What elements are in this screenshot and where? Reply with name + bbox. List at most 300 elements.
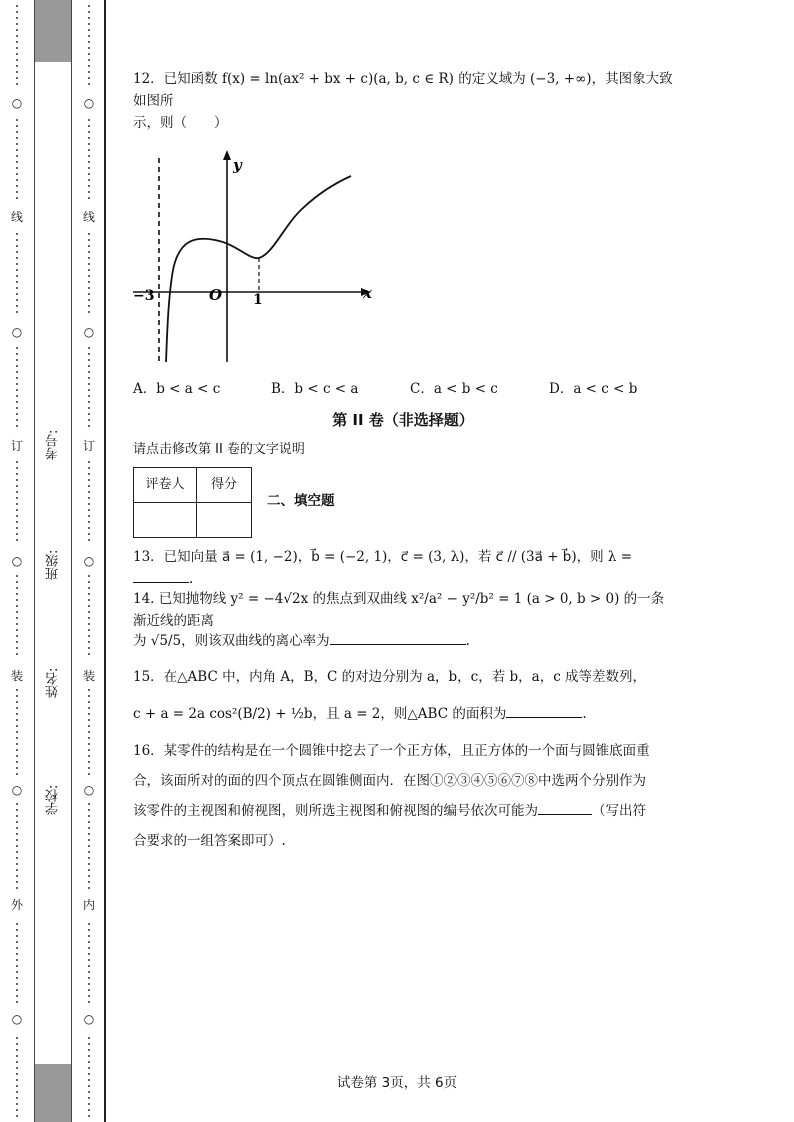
answer-blank-15[interactable] [506, 703, 582, 718]
question-15-text: c + a = 2a cos²(B/2) + ½b，且 a = 2，则△ABC 的面积为 [133, 706, 507, 722]
cut-dot [16, 983, 18, 985]
cut-dot [88, 71, 90, 73]
option-a[interactable]: A．b < a < c [133, 381, 221, 397]
seal-mark: ○ [11, 325, 23, 339]
cut-dot [16, 611, 18, 613]
cut-dot [16, 653, 18, 655]
cut-dot [88, 167, 90, 169]
cut-dot [16, 395, 18, 397]
cut-dot [88, 713, 90, 715]
cut-dot [88, 287, 90, 289]
cut-dot [88, 623, 90, 625]
cut-dot [16, 233, 18, 235]
cut-dot [16, 737, 18, 739]
cut-dot [88, 395, 90, 397]
cut-dot [16, 71, 18, 73]
cut-dot [88, 149, 90, 151]
option-b[interactable]: B．b < c < a [271, 381, 359, 397]
cut-dot [16, 971, 18, 973]
cut-dot [88, 803, 90, 805]
cut-dot [16, 803, 18, 805]
cut-dot [88, 413, 90, 415]
cut-dot [88, 983, 90, 985]
cut-dot [16, 539, 18, 541]
cut-dot [88, 989, 90, 991]
cut-dot [88, 869, 90, 871]
cut-dot [88, 17, 90, 19]
cut-dot [88, 1001, 90, 1003]
cut-dot [16, 491, 18, 493]
answer-blank-16[interactable] [538, 800, 592, 815]
cut-dot [88, 575, 90, 577]
cut-dot [16, 197, 18, 199]
seal-mark: ○ [11, 1012, 23, 1026]
cut-dot [88, 809, 90, 811]
cut-dot [16, 689, 18, 691]
seal-mark: 订 [82, 439, 95, 453]
cut-dot [88, 749, 90, 751]
cut-dot [88, 41, 90, 43]
cut-dot [88, 977, 90, 979]
cut-dot [88, 131, 90, 133]
cut-dot [88, 311, 90, 313]
score-table [133, 467, 252, 538]
cut-dot [88, 233, 90, 235]
cut-dot [16, 839, 18, 841]
cut-dot [88, 1055, 90, 1057]
cut-dot [16, 515, 18, 517]
cut-dot [16, 629, 18, 631]
cut-dot [88, 347, 90, 349]
cut-dot [16, 1037, 18, 1039]
answer-blank-13[interactable] [133, 568, 189, 583]
cut-dot [88, 629, 90, 631]
cut-dot [88, 1061, 90, 1063]
cut-dot [88, 275, 90, 277]
cut-dot [88, 245, 90, 247]
cut-dot [88, 425, 90, 427]
cut-dot [16, 23, 18, 25]
cut-dot [88, 737, 90, 739]
cut-dot [88, 1115, 90, 1117]
cut-dot [16, 845, 18, 847]
cut-dot [88, 647, 90, 649]
q12-options [133, 378, 673, 400]
cut-dot [88, 467, 90, 469]
section-2-note: 请点击修改第 II 卷的文字说明 [133, 442, 305, 457]
cut-dot [16, 1103, 18, 1105]
cut-dot [88, 479, 90, 481]
cut-dot [16, 347, 18, 349]
cut-dot [88, 161, 90, 163]
cut-dot [88, 497, 90, 499]
cut-dot [16, 827, 18, 829]
cut-dot [16, 761, 18, 763]
cut-dot [88, 821, 90, 823]
cut-dot [16, 875, 18, 877]
cut-dot [16, 269, 18, 271]
cut-dot [16, 155, 18, 157]
section-2-title: 第 II 卷（非选择题） [332, 411, 474, 429]
cut-dot [88, 767, 90, 769]
cut-dot [16, 239, 18, 241]
cut-dot [88, 731, 90, 733]
cut-dot [16, 1091, 18, 1093]
grader-header: 评卷人 [134, 468, 197, 503]
cut-dot [88, 299, 90, 301]
cut-dot [16, 941, 18, 943]
page-footer: 试卷第 3页，共 6页 [336, 1075, 458, 1091]
cut-dot [88, 83, 90, 85]
cut-dot [16, 887, 18, 889]
cut-dot [16, 479, 18, 481]
cut-dot [16, 143, 18, 145]
question-16-line2: 合，该面所对的面的四个顶点在圆锥侧面内．在图①②③④⑤⑥⑦⑧中选两个分别作为 [133, 773, 646, 789]
grader-cell[interactable] [134, 503, 197, 538]
seal-mark: 装 [10, 669, 23, 683]
cut-dot [16, 527, 18, 529]
cut-dot [16, 953, 18, 955]
cut-dot [88, 419, 90, 421]
cut-dot [88, 11, 90, 13]
seal-mark: 外 [10, 898, 23, 912]
cut-dot [88, 1097, 90, 1099]
cut-dot [16, 773, 18, 775]
neg3-label: −3 [133, 288, 155, 304]
cut-dot [16, 923, 18, 925]
cut-dot [88, 641, 90, 643]
seal-mark: 线 [82, 210, 95, 224]
cut-dot [88, 653, 90, 655]
cut-dot [88, 923, 90, 925]
cut-dot [16, 575, 18, 577]
cut-dot [88, 155, 90, 157]
cut-dot [16, 989, 18, 991]
cut-dot [16, 119, 18, 121]
cut-dot [16, 191, 18, 193]
cut-dot [88, 875, 90, 877]
cut-dot [16, 353, 18, 355]
cut-dot [16, 125, 18, 127]
class-label: 班级: [46, 549, 61, 580]
cut-dot [16, 497, 18, 499]
cut-dot [88, 257, 90, 259]
cut-dot [88, 935, 90, 937]
cut-dot [16, 467, 18, 469]
cut-dot [88, 995, 90, 997]
cut-dot [16, 593, 18, 595]
question-12-line1: 12．已知函数 f(x) = ln(ax² + bx + c)(a, b, c ∈ R) 的定义域为 (−3, +∞)，其图象大致如图所 [133, 71, 673, 109]
cut-dot [16, 587, 18, 589]
cut-dot [88, 1043, 90, 1045]
question-13-text: 13．已知向量 a⃗ = (1, −2)，b⃗ = (−2, 1)，c⃗ = (3, λ)，若 c⃗ // (3a⃗ + b⃗)，则 λ = [133, 549, 633, 565]
cut-dot [16, 725, 18, 727]
cut-dot [88, 527, 90, 529]
cut-dot [16, 419, 18, 421]
option-d[interactable]: D．a < c < b [549, 381, 638, 397]
cut-dot [88, 281, 90, 283]
cut-dot [16, 371, 18, 373]
cut-dot [16, 635, 18, 637]
cut-dot [16, 299, 18, 301]
cut-dot [16, 401, 18, 403]
cut-dot [88, 23, 90, 25]
cut-dot [16, 623, 18, 625]
cut-dot [88, 251, 90, 253]
cut-dot [88, 701, 90, 703]
cut-dot [16, 947, 18, 949]
cut-dot [88, 365, 90, 367]
cut-dot [88, 743, 90, 745]
cut-dot [88, 1091, 90, 1093]
cut-dot [88, 839, 90, 841]
cut-dot [88, 1049, 90, 1051]
cut-dot [16, 1043, 18, 1045]
cut-dot [16, 1115, 18, 1117]
cut-dot [88, 509, 90, 511]
cut-dot [88, 503, 90, 505]
seal-mark: ○ [83, 783, 95, 797]
option-c[interactable]: C．a < b < c [410, 381, 498, 397]
cut-dot [16, 161, 18, 163]
cut-dot [16, 275, 18, 277]
cut-dot [88, 617, 90, 619]
cut-dot [16, 263, 18, 265]
answer-blank-14[interactable] [330, 630, 466, 645]
cut-dot [16, 413, 18, 415]
cut-dot [88, 305, 90, 307]
cut-dot [88, 77, 90, 79]
cut-dot [88, 755, 90, 757]
cut-dot [88, 353, 90, 355]
cut-dot [16, 809, 18, 811]
cut-dot [88, 593, 90, 595]
cut-dot [16, 1061, 18, 1063]
question-16-text: 该零件的主视图和俯视图，则所选主视图和俯视图的编号依次可能为 [133, 803, 538, 819]
y-axis-label: y [233, 156, 242, 174]
question-16-line1: 16．某零件的结构是在一个圆锥中挖去了一个正方体，且正方体的一个面与圆锥底面重 [133, 743, 650, 759]
origin-label: O [209, 286, 223, 304]
cut-dot [88, 587, 90, 589]
cut-dot [16, 305, 18, 307]
cut-dot [16, 293, 18, 295]
cut-dot [16, 185, 18, 187]
cut-dot [16, 1109, 18, 1111]
cut-dot [88, 707, 90, 709]
cut-dot [16, 749, 18, 751]
cut-dot [88, 269, 90, 271]
cut-dot [16, 257, 18, 259]
function-graph [133, 148, 383, 368]
cut-dot [16, 17, 18, 19]
cut-dot [16, 533, 18, 535]
cut-dot [88, 173, 90, 175]
seal-mark: ○ [83, 554, 95, 568]
exam-number-label: 考号: [46, 429, 61, 460]
cut-dot [16, 131, 18, 133]
cut-dot [88, 533, 90, 535]
one-label: 1 [253, 292, 263, 308]
seal-mark: ○ [83, 1012, 95, 1026]
cut-dot [16, 137, 18, 139]
cut-dot [88, 833, 90, 835]
question-16-line4: 合要求的一组答案即可）. [133, 833, 286, 849]
cut-dot [88, 881, 90, 883]
cut-dot [16, 281, 18, 283]
cut-dot [16, 881, 18, 883]
cut-dot [16, 935, 18, 937]
cut-dot [16, 425, 18, 427]
cut-dot [16, 959, 18, 961]
cut-dot [88, 1037, 90, 1039]
question-13: 13．已知向量 a⃗ = (1, −2)，b⃗ = (−2, 1)，c⃗ = (3, λ)，若 c⃗ // (3a⃗ + b⃗)，则 λ =. [133, 549, 633, 587]
cut-dot [16, 29, 18, 31]
question-16-text-tail: （写出符 [592, 803, 646, 819]
cut-dot [16, 1097, 18, 1099]
cut-dot [16, 485, 18, 487]
cut-dot [16, 1067, 18, 1069]
cut-dot [88, 1067, 90, 1069]
cut-dot [16, 47, 18, 49]
cut-dot [16, 311, 18, 313]
cut-dot [88, 401, 90, 403]
score-cell[interactable] [197, 503, 252, 538]
cut-dot [88, 485, 90, 487]
cut-dot [16, 647, 18, 649]
cut-dot [88, 29, 90, 31]
cut-dot [16, 473, 18, 475]
cut-dot [88, 461, 90, 463]
cut-dot [16, 53, 18, 55]
cut-dot [16, 383, 18, 385]
cut-dot [16, 1055, 18, 1057]
cut-dot [88, 845, 90, 847]
cut-dot [16, 5, 18, 7]
cut-dot [16, 851, 18, 853]
cut-dot [88, 197, 90, 199]
cut-dot [88, 521, 90, 523]
cut-dot [88, 605, 90, 607]
cut-dot [88, 389, 90, 391]
question-14-line1: 14. 已知抛物线 y² = −4√2x 的焦点到双曲线 x²/a² − y²/b² = 1 (a > 0, b > 0) 的一条渐近线的距离 [133, 591, 665, 629]
cut-dot [88, 815, 90, 817]
cut-dot [88, 179, 90, 181]
cut-dot [16, 83, 18, 85]
cut-dot [88, 851, 90, 853]
cut-dot [88, 119, 90, 121]
cut-dot [16, 929, 18, 931]
cut-dot [16, 377, 18, 379]
cut-dot [16, 59, 18, 61]
cut-dot [16, 179, 18, 181]
cut-dot [88, 947, 90, 949]
cut-dot [88, 65, 90, 67]
cut-dot [88, 407, 90, 409]
question-12-line2: 示，则（ ） [133, 115, 228, 131]
cut-dot [88, 773, 90, 775]
cut-dot [88, 473, 90, 475]
cut-dot [88, 293, 90, 295]
cut-dot [16, 461, 18, 463]
cut-dot [88, 965, 90, 967]
cut-dot [16, 707, 18, 709]
cut-dot [16, 977, 18, 979]
cut-dot [16, 173, 18, 175]
question-15-line1: 15．在△ABC 中，内角 A，B，C 的对边分别为 a，b，c，若 b，a，c 成等差数列， [133, 669, 647, 685]
cut-dot [88, 863, 90, 865]
cut-dot [88, 1103, 90, 1105]
cut-dot [88, 959, 90, 961]
cut-dot [88, 143, 90, 145]
cut-dot [88, 185, 90, 187]
cut-dot [16, 359, 18, 361]
cut-dot [88, 377, 90, 379]
seal-mark: ○ [83, 96, 95, 110]
cut-dot [16, 857, 18, 859]
cut-dot [88, 971, 90, 973]
cut-dot [88, 5, 90, 7]
cut-dot [88, 689, 90, 691]
cut-dot [16, 1001, 18, 1003]
cut-dot [16, 767, 18, 769]
cut-dot [88, 599, 90, 601]
cut-dot [16, 245, 18, 247]
question-16-line3 [133, 800, 673, 822]
cut-dot [16, 755, 18, 757]
cut-dot [16, 965, 18, 967]
y-axis-arrow [223, 150, 231, 160]
cut-dot [88, 761, 90, 763]
cut-dot [16, 731, 18, 733]
seal-mark: ○ [11, 783, 23, 797]
cut-dot [16, 743, 18, 745]
cut-dot [16, 815, 18, 817]
cut-dot [16, 869, 18, 871]
cut-dot [16, 863, 18, 865]
cut-dot [16, 35, 18, 37]
cut-dot [88, 929, 90, 931]
cut-dot [88, 719, 90, 721]
cut-dot [88, 941, 90, 943]
question-14-text: 为 √5/5，则该双曲线的离心率为 [133, 633, 330, 649]
cut-dot [16, 509, 18, 511]
cut-dot [16, 581, 18, 583]
cut-dot [16, 365, 18, 367]
cut-dot [88, 53, 90, 55]
cut-dot [16, 65, 18, 67]
cut-dot [88, 635, 90, 637]
cut-dot [88, 857, 90, 859]
cut-dot [16, 167, 18, 169]
cut-dot [16, 701, 18, 703]
cut-dot [16, 407, 18, 409]
cut-dot [88, 263, 90, 265]
cut-dot [88, 953, 90, 955]
x-axis-label: x [363, 284, 372, 302]
cut-dot [16, 1049, 18, 1051]
cut-dot [88, 611, 90, 613]
seal-mark: ○ [11, 96, 23, 110]
cut-dot [16, 77, 18, 79]
cut-dot [88, 887, 90, 889]
cut-dot [88, 371, 90, 373]
cut-dot [16, 713, 18, 715]
seal-mark: 线 [10, 210, 23, 224]
score-header: 得分 [197, 468, 252, 503]
cut-dot [88, 125, 90, 127]
cut-dot [16, 389, 18, 391]
cut-dot [88, 515, 90, 517]
